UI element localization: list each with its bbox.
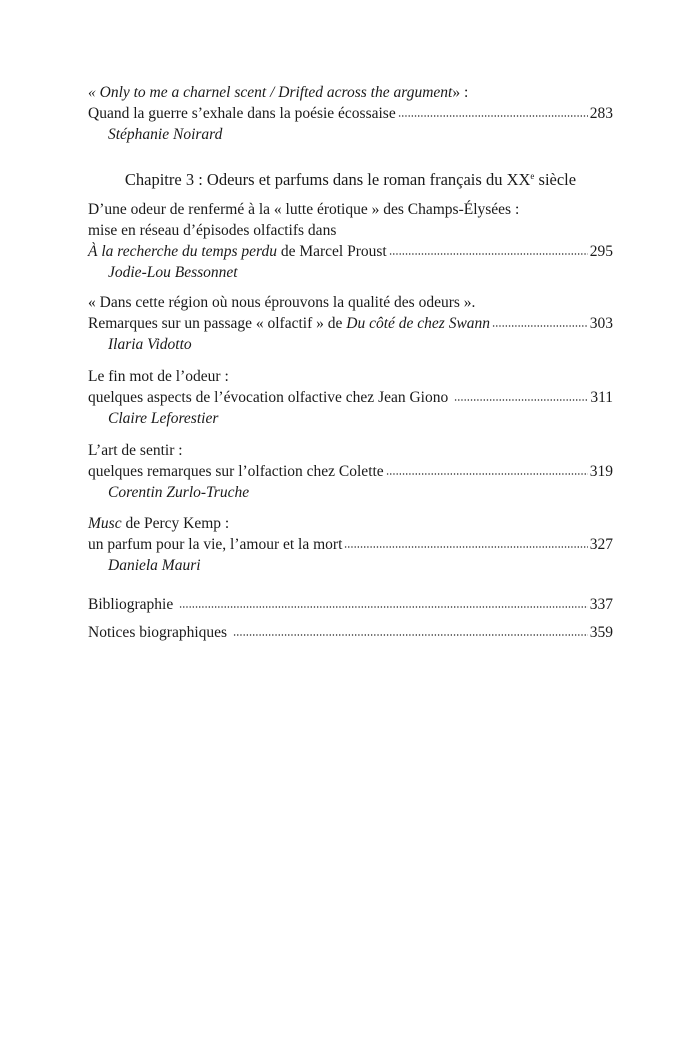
back-matter-bibliography — [88, 594, 613, 615]
dot-leader — [398, 114, 588, 118]
chapter-sup: e — [530, 171, 535, 181]
page-number: 311 — [590, 389, 613, 406]
page-number: 359 — [589, 624, 613, 641]
dot-leader — [389, 252, 588, 256]
entry-title: D’une odeur de renfermé à la « lutte érotique » des Champs-Élysées : — [88, 201, 520, 218]
entry-subtitle: Remarques sur un passage « olfactif » de — [88, 315, 347, 332]
page-number: 327 — [589, 536, 613, 553]
dot-leader — [179, 605, 588, 609]
entry-book-title: Du côté de chez Swann — [346, 315, 491, 332]
entry-subtitle: Quand la guerre s’exhale dans la poésie écossaise — [88, 105, 396, 122]
entry-book-title: Musc — [88, 515, 122, 532]
entry-title: L’art de sentir : — [88, 442, 183, 459]
page-number: 337 — [589, 596, 613, 613]
toc-entry — [88, 82, 613, 145]
entry-title: Le fin mot de l’odeur : — [88, 368, 229, 385]
chapter-title-suffix: siècle — [534, 170, 577, 189]
entry-title-suffix: » : — [452, 84, 469, 101]
chapter-heading — [88, 166, 613, 190]
dot-leader — [344, 545, 587, 549]
toc-entry — [88, 199, 613, 283]
entry-subtitle: mise en réseau d’épisodes olfactifs dans — [88, 222, 337, 239]
entry-author: Daniela Mauri — [108, 557, 201, 574]
entry-author: Claire Leforestier — [108, 410, 219, 427]
entry-subtitle: quelques remarques sur l’olfaction chez Colette — [88, 463, 384, 480]
entry-title: « Dans cette région où nous éprouvons la qualité des odeurs ». — [88, 294, 476, 311]
page-number: 303 — [589, 315, 613, 332]
entry-book-title: À la recherche du temps perdu — [88, 243, 277, 260]
entry-title: « Only to me a charnel scent / Drifted across the argument — [88, 84, 453, 101]
toc-entry — [88, 513, 613, 576]
dot-leader — [386, 472, 588, 476]
dot-leader — [233, 633, 588, 637]
entry-subtitle: de Marcel Proust — [276, 243, 387, 260]
dot-leader — [492, 324, 588, 328]
entry-subtitle: un parfum pour la vie, l’amour et la mort — [88, 536, 343, 553]
page-number: 295 — [589, 243, 613, 260]
entry-title: de Percy Kemp : — [121, 515, 230, 532]
entry-title: Bibliographie — [88, 596, 178, 613]
entry-author: Ilaria Vidotto — [108, 336, 192, 353]
entry-title: Notices biographiques — [88, 624, 231, 641]
entry-subtitle: quelques aspects de l’évocation olfactive chez Jean Giono — [88, 389, 453, 406]
entry-author: Stéphanie Noirard — [108, 126, 223, 143]
entry-author: Jodie-Lou Bessonnet — [108, 264, 238, 281]
page-number: 319 — [589, 463, 613, 480]
toc-entry — [88, 366, 613, 429]
back-matter-notices — [88, 622, 613, 643]
toc-entry — [88, 440, 613, 503]
chapter-title: Chapitre 3 : Odeurs et parfums dans le roman français du XX — [124, 170, 531, 189]
dot-leader — [454, 398, 588, 402]
entry-author: Corentin Zurlo-Truche — [108, 484, 250, 501]
page-number: 283 — [589, 105, 613, 122]
toc-entry — [88, 292, 613, 355]
